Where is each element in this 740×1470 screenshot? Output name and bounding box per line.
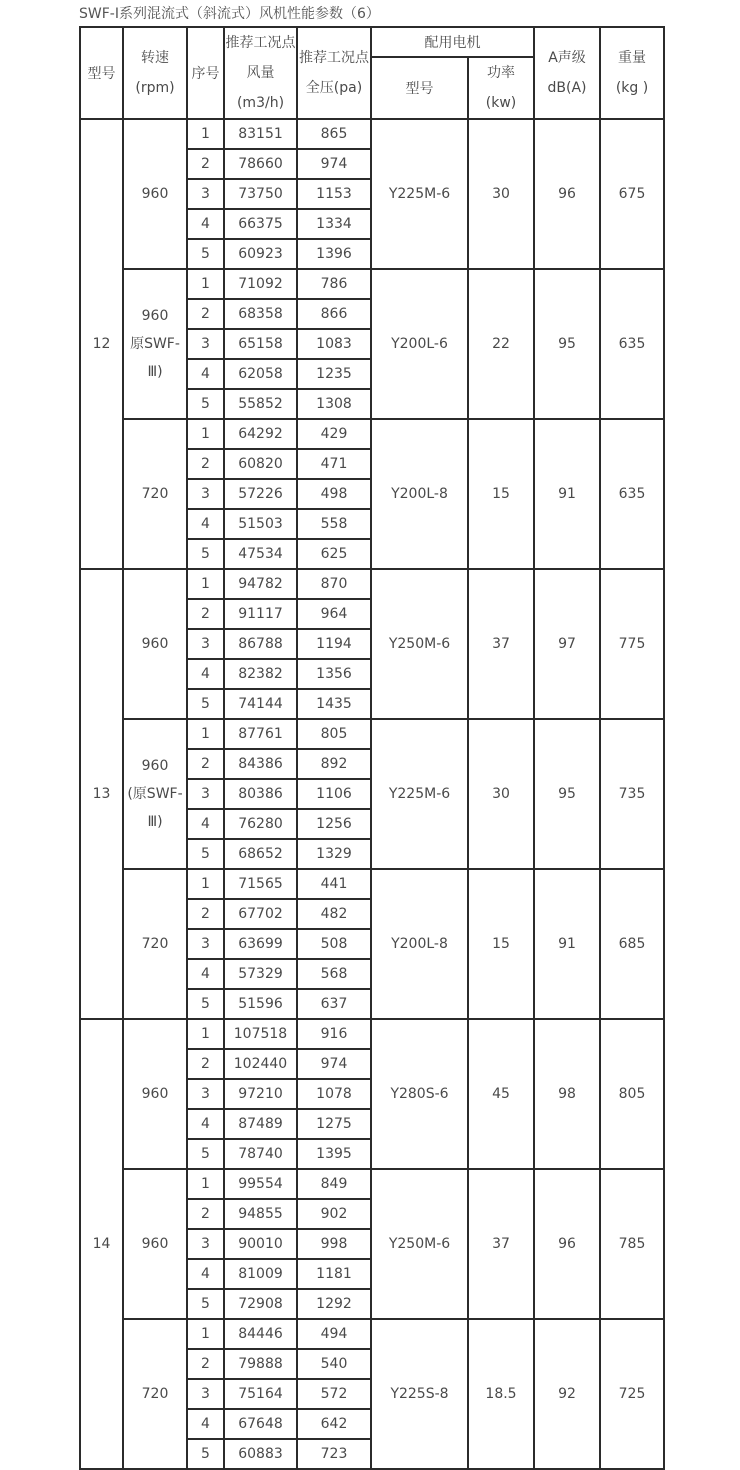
seq-cell: 2 [187, 1049, 224, 1079]
weight-cell: 675 [600, 119, 664, 269]
airflow-cell: 107518 [224, 1019, 297, 1049]
seq-cell: 2 [187, 449, 224, 479]
pressure-cell: 892 [297, 749, 371, 779]
seq-cell: 5 [187, 539, 224, 569]
pressure-cell: 866 [297, 299, 371, 329]
motor-model-cell: Y200L-8 [371, 419, 468, 569]
motor-model-cell: Y225M-6 [371, 719, 468, 869]
airflow-cell: 79888 [224, 1349, 297, 1379]
airflow-cell: 86788 [224, 629, 297, 659]
pressure-cell: 625 [297, 539, 371, 569]
speed-cell: 720 [123, 419, 187, 569]
header-seq: 序号 [187, 27, 224, 119]
header-model: 型号 [80, 27, 123, 119]
airflow-cell: 82382 [224, 659, 297, 689]
airflow-cell: 68652 [224, 839, 297, 869]
airflow-cell: 60923 [224, 239, 297, 269]
table-row [80, 1319, 664, 1349]
seq-cell: 2 [187, 299, 224, 329]
airflow-cell: 97210 [224, 1079, 297, 1109]
pressure-cell: 916 [297, 1019, 371, 1049]
speed-cell: 720 [123, 869, 187, 1019]
pressure-cell: 642 [297, 1409, 371, 1439]
airflow-cell: 84386 [224, 749, 297, 779]
pressure-cell: 429 [297, 419, 371, 449]
pressure-cell: 964 [297, 599, 371, 629]
pressure-cell: 471 [297, 449, 371, 479]
seq-cell: 1 [187, 569, 224, 599]
noise-cell: 91 [534, 869, 600, 1019]
pressure-cell: 723 [297, 1439, 371, 1469]
noise-cell: 92 [534, 1319, 600, 1469]
seq-cell: 3 [187, 329, 224, 359]
seq-cell: 2 [187, 1199, 224, 1229]
pressure-cell: 494 [297, 1319, 371, 1349]
noise-cell: 96 [534, 119, 600, 269]
weight-cell: 785 [600, 1169, 664, 1319]
airflow-cell: 83151 [224, 119, 297, 149]
airflow-cell: 60820 [224, 449, 297, 479]
airflow-cell: 66375 [224, 209, 297, 239]
pressure-cell: 441 [297, 869, 371, 899]
noise-cell: 91 [534, 419, 600, 569]
airflow-cell: 63699 [224, 929, 297, 959]
power-cell: 37 [468, 569, 534, 719]
noise-cell: 95 [534, 269, 600, 419]
pressure-cell: 1396 [297, 239, 371, 269]
pressure-cell: 1194 [297, 629, 371, 659]
pressure-cell: 1329 [297, 839, 371, 869]
seq-cell: 4 [187, 1259, 224, 1289]
pressure-cell: 482 [297, 899, 371, 929]
seq-cell: 3 [187, 1379, 224, 1409]
model-cell: 14 [80, 1019, 123, 1469]
seq-cell: 3 [187, 629, 224, 659]
airflow-cell: 91117 [224, 599, 297, 629]
header-weight: 重量 (kg ) [600, 27, 664, 119]
pressure-cell: 558 [297, 509, 371, 539]
pressure-cell: 1083 [297, 329, 371, 359]
table-row [80, 119, 664, 149]
seq-cell: 3 [187, 1079, 224, 1109]
seq-cell: 1 [187, 419, 224, 449]
pressure-cell: 1435 [297, 689, 371, 719]
weight-cell: 725 [600, 1319, 664, 1469]
pressure-cell: 1308 [297, 389, 371, 419]
model-cell: 13 [80, 569, 123, 1019]
speed-cell: 960 原SWF- Ⅲ) [123, 269, 187, 419]
table-row [80, 419, 664, 449]
motor-model-cell: Y225S-8 [371, 1319, 468, 1469]
pressure-cell: 1256 [297, 809, 371, 839]
seq-cell: 2 [187, 599, 224, 629]
speed-cell: 960 [123, 1019, 187, 1169]
power-cell: 30 [468, 719, 534, 869]
pressure-cell: 865 [297, 119, 371, 149]
model-cell: 12 [80, 119, 123, 569]
noise-cell: 96 [534, 1169, 600, 1319]
header-speed: 转速 (rpm) [123, 27, 187, 119]
table-row [80, 1019, 664, 1049]
power-cell: 30 [468, 119, 534, 269]
seq-cell: 5 [187, 389, 224, 419]
seq-cell: 4 [187, 209, 224, 239]
seq-cell: 1 [187, 719, 224, 749]
airflow-cell: 68358 [224, 299, 297, 329]
seq-cell: 4 [187, 659, 224, 689]
pressure-cell: 1356 [297, 659, 371, 689]
airflow-cell: 62058 [224, 359, 297, 389]
airflow-cell: 51503 [224, 509, 297, 539]
seq-cell: 5 [187, 239, 224, 269]
seq-cell: 3 [187, 179, 224, 209]
seq-cell: 3 [187, 929, 224, 959]
noise-cell: 98 [534, 1019, 600, 1169]
table-body [80, 119, 664, 1469]
seq-cell: 4 [187, 1409, 224, 1439]
seq-cell: 4 [187, 959, 224, 989]
header-power: 功率 (kw) [468, 57, 534, 119]
airflow-cell: 57329 [224, 959, 297, 989]
seq-cell: 4 [187, 509, 224, 539]
seq-cell: 1 [187, 119, 224, 149]
motor-model-cell: Y200L-6 [371, 269, 468, 419]
airflow-cell: 75164 [224, 1379, 297, 1409]
seq-cell: 1 [187, 1019, 224, 1049]
pressure-cell: 1334 [297, 209, 371, 239]
airflow-cell: 73750 [224, 179, 297, 209]
airflow-cell: 71092 [224, 269, 297, 299]
pressure-cell: 805 [297, 719, 371, 749]
seq-cell: 5 [187, 1439, 224, 1469]
seq-cell: 5 [187, 1139, 224, 1169]
seq-cell: 2 [187, 149, 224, 179]
pressure-cell: 974 [297, 1049, 371, 1079]
pressure-cell: 498 [297, 479, 371, 509]
speed-cell: 720 [123, 1319, 187, 1469]
airflow-cell: 47534 [224, 539, 297, 569]
airflow-cell: 102440 [224, 1049, 297, 1079]
seq-cell: 1 [187, 869, 224, 899]
speed-cell: 960 [123, 1169, 187, 1319]
pressure-cell: 1078 [297, 1079, 371, 1109]
motor-model-cell: Y250M-6 [371, 1169, 468, 1319]
airflow-cell: 81009 [224, 1259, 297, 1289]
table-row [80, 269, 664, 299]
power-cell: 18.5 [468, 1319, 534, 1469]
pressure-cell: 568 [297, 959, 371, 989]
pressure-cell: 1235 [297, 359, 371, 389]
table-row [80, 569, 664, 599]
power-cell: 22 [468, 269, 534, 419]
airflow-cell: 67648 [224, 1409, 297, 1439]
airflow-cell: 55852 [224, 389, 297, 419]
seq-cell: 1 [187, 269, 224, 299]
pressure-cell: 1153 [297, 179, 371, 209]
seq-cell: 2 [187, 899, 224, 929]
airflow-cell: 87489 [224, 1109, 297, 1139]
motor-model-cell: Y200L-8 [371, 869, 468, 1019]
pressure-cell: 998 [297, 1229, 371, 1259]
weight-cell: 735 [600, 719, 664, 869]
weight-cell: 805 [600, 1019, 664, 1169]
seq-cell: 3 [187, 479, 224, 509]
pressure-cell: 637 [297, 989, 371, 1019]
seq-cell: 4 [187, 1109, 224, 1139]
airflow-cell: 78660 [224, 149, 297, 179]
pressure-cell: 1181 [297, 1259, 371, 1289]
power-cell: 37 [468, 1169, 534, 1319]
airflow-cell: 90010 [224, 1229, 297, 1259]
seq-cell: 2 [187, 1349, 224, 1379]
fan-performance-table [79, 26, 665, 1470]
header-noise: A声级 dB(A) [534, 27, 600, 119]
seq-cell: 1 [187, 1319, 224, 1349]
speed-cell: 960 (原SWF- Ⅲ) [123, 719, 187, 869]
pressure-cell: 508 [297, 929, 371, 959]
pressure-cell: 572 [297, 1379, 371, 1409]
noise-cell: 97 [534, 569, 600, 719]
pressure-cell: 786 [297, 269, 371, 299]
seq-cell: 4 [187, 809, 224, 839]
weight-cell: 685 [600, 869, 664, 1019]
weight-cell: 775 [600, 569, 664, 719]
noise-cell: 95 [534, 719, 600, 869]
weight-cell: 635 [600, 269, 664, 419]
table-caption: SWF-Ⅰ系列混流式（斜流式）风机性能参数（6） [79, 6, 380, 22]
airflow-cell: 72908 [224, 1289, 297, 1319]
seq-cell: 5 [187, 689, 224, 719]
airflow-cell: 99554 [224, 1169, 297, 1199]
speed-cell: 960 [123, 119, 187, 269]
airflow-cell: 51596 [224, 989, 297, 1019]
pressure-cell: 1106 [297, 779, 371, 809]
pressure-cell: 1395 [297, 1139, 371, 1169]
pressure-cell: 870 [297, 569, 371, 599]
airflow-cell: 71565 [224, 869, 297, 899]
motor-model-cell: Y280S-6 [371, 1019, 468, 1169]
pressure-cell: 540 [297, 1349, 371, 1379]
airflow-cell: 87761 [224, 719, 297, 749]
seq-cell: 2 [187, 749, 224, 779]
airflow-cell: 65158 [224, 329, 297, 359]
airflow-cell: 94855 [224, 1199, 297, 1229]
seq-cell: 1 [187, 1169, 224, 1199]
power-cell: 15 [468, 419, 534, 569]
seq-cell: 4 [187, 359, 224, 389]
header-pressure: 推荐工况点 全压(pa) [297, 27, 371, 119]
motor-model-cell: Y250M-6 [371, 569, 468, 719]
speed-cell: 960 [123, 569, 187, 719]
airflow-cell: 76280 [224, 809, 297, 839]
seq-cell: 5 [187, 839, 224, 869]
airflow-cell: 78740 [224, 1139, 297, 1169]
pressure-cell: 1292 [297, 1289, 371, 1319]
table-row [80, 869, 664, 899]
header-motor: 配用电机 [371, 27, 534, 57]
airflow-cell: 64292 [224, 419, 297, 449]
seq-cell: 3 [187, 779, 224, 809]
airflow-cell: 57226 [224, 479, 297, 509]
seq-cell: 5 [187, 989, 224, 1019]
pressure-cell: 902 [297, 1199, 371, 1229]
header-motor-model: 型号 [371, 57, 468, 119]
airflow-cell: 80386 [224, 779, 297, 809]
pressure-cell: 974 [297, 149, 371, 179]
airflow-cell: 84446 [224, 1319, 297, 1349]
airflow-cell: 67702 [224, 899, 297, 929]
airflow-cell: 74144 [224, 689, 297, 719]
header-airflow: 推荐工况点 风量 (m3/h) [224, 27, 297, 119]
weight-cell: 635 [600, 419, 664, 569]
seq-cell: 5 [187, 1289, 224, 1319]
airflow-cell: 94782 [224, 569, 297, 599]
power-cell: 15 [468, 869, 534, 1019]
seq-cell: 3 [187, 1229, 224, 1259]
motor-model-cell: Y225M-6 [371, 119, 468, 269]
power-cell: 45 [468, 1019, 534, 1169]
table-row [80, 719, 664, 749]
pressure-cell: 849 [297, 1169, 371, 1199]
pressure-cell: 1275 [297, 1109, 371, 1139]
table-row [80, 1169, 664, 1199]
airflow-cell: 60883 [224, 1439, 297, 1469]
